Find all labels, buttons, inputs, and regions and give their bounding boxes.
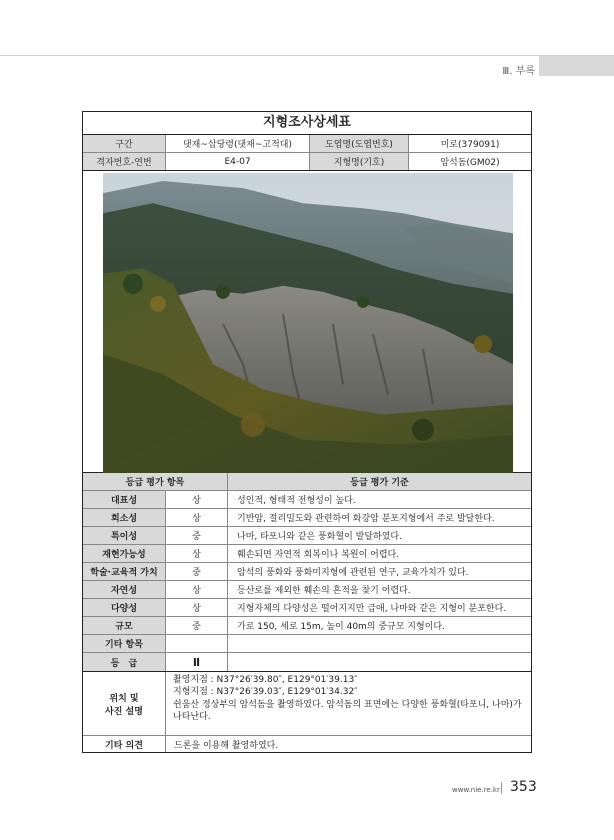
- grade-row: [83, 581, 531, 599]
- grade-criteria-header: 등급 평가 기준: [227, 473, 531, 490]
- other-item-label: 기타 항목: [83, 635, 165, 652]
- grade-item-name: 대표성: [83, 491, 165, 508]
- photo-description: 쉰움산 정상부의 암석돔을 촬영하였다. 암석돔의 표면에는 다양한 풍화혈(타포니, 나마)가: [173, 699, 522, 710]
- grade-item-name: 규모: [83, 617, 165, 634]
- grade-item-grade: 중: [165, 527, 227, 544]
- grade-header-row: [83, 473, 531, 491]
- sheet-title: 지형조사상세표: [83, 112, 531, 135]
- grade-item-desc: 암석의 풍화와 풍화미지형에 관련된 연구, 교육가치가 있다.: [227, 563, 531, 580]
- label-map-sheet: 도엽명(도엽번호): [309, 135, 408, 152]
- remarks-label: 기타 의견: [105, 740, 143, 751]
- grade-item-grade: 중: [165, 563, 227, 580]
- location-row: [83, 672, 531, 736]
- overall-grade-value: Ⅱ: [165, 653, 227, 671]
- overall-grade-label: 등 급: [83, 653, 165, 671]
- landform-photo: [103, 173, 513, 475]
- grade-item-name: 학술·교육적 가치: [83, 563, 165, 580]
- grade-item-grade: 상: [165, 509, 227, 526]
- grade-item-name: 희소성: [83, 509, 165, 526]
- grade-item-name: 자연성: [83, 581, 165, 598]
- value-map-sheet: 미로(379091): [408, 135, 531, 152]
- grade-item-name: 다양성: [83, 599, 165, 616]
- value-section: 댓재~삽당령(댓재~고적대): [165, 135, 309, 152]
- grade-item-desc: 등산로를 제외한 훼손의 흔적을 찾기 어렵다.: [227, 581, 531, 598]
- page-number: 353: [510, 779, 537, 795]
- grade-item-name: 특이성: [83, 527, 165, 544]
- label-grid-number: 격자번호-연번: [83, 153, 165, 170]
- remarks-row: [83, 736, 531, 752]
- footer-url: www.nie.re.kr: [452, 786, 500, 794]
- other-item-desc: [227, 635, 531, 652]
- grade-item-desc: 가로 150, 세로 15m, 높이 40m의 중규모 지형이다.: [227, 617, 531, 634]
- grade-item-grade: 상: [165, 599, 227, 616]
- grade-item-desc: 훼손되면 자연적 회복이나 복원이 어렵다.: [227, 545, 531, 562]
- grade-item-grade: 중: [165, 617, 227, 634]
- location-label-line2: 사진 설명: [105, 706, 143, 717]
- overall-grade-desc: [227, 653, 531, 671]
- grade-row: [83, 491, 531, 509]
- label-landform-name: 지형명(기호): [309, 153, 408, 170]
- grade-row: [83, 617, 531, 635]
- landform-coordinates: 지형지점 : N37°26′39.03″, E129°01′34.32″: [173, 687, 358, 698]
- photo-area: [83, 171, 531, 473]
- footer-separator: [501, 782, 502, 794]
- chapter-tab: [539, 56, 614, 76]
- value-landform-name: 암석돔(GM02): [408, 153, 531, 170]
- grade-item-grade: 상: [165, 491, 227, 508]
- grade-item-desc: 기반암, 절리밀도와 관련하여 화강암 분포지형에서 주로 발달한다.: [227, 509, 531, 526]
- grade-row: [83, 509, 531, 527]
- location-label: [83, 672, 165, 735]
- chapter-label: Ⅲ. 부록: [502, 66, 535, 77]
- info-row-2: [83, 153, 531, 171]
- grade-item-grade: 상: [165, 545, 227, 562]
- overall-grade-row: [83, 653, 531, 672]
- grade-row: [83, 599, 531, 617]
- value-grid-number: E4-07: [165, 153, 309, 170]
- info-row-1: [83, 135, 531, 153]
- other-item-row: [83, 635, 531, 653]
- survey-sheet: [82, 111, 532, 753]
- header-rule: [0, 55, 614, 56]
- grade-row: [83, 527, 531, 545]
- shot-coordinates: 촬영지점 : N37°26′39.80″, E129°01′39.13″: [173, 675, 358, 685]
- grade-item-grade: 상: [165, 581, 227, 598]
- remarks-text: 드론을 이용해 촬영하였다.: [165, 736, 531, 752]
- grade-row: [83, 563, 531, 581]
- location-text: [173, 674, 528, 724]
- grade-item-header: 등급 평가 항목: [83, 473, 227, 490]
- grade-item-desc: 나마, 타포니와 같은 풍화혈이 발달하였다.: [227, 527, 531, 544]
- label-section: 구간: [83, 135, 165, 152]
- grade-row: [83, 545, 531, 563]
- photo-description-cont: 나타난다.: [173, 712, 211, 723]
- grade-item-desc: 성인적, 형태적 전형성이 높다.: [227, 491, 531, 508]
- location-label-line1: 위치 및: [109, 693, 139, 704]
- grade-item-desc: 지형자체의 다양성은 떨어지지만 급애, 나마와 같은 지형이 분포한다.: [227, 599, 531, 616]
- other-item-grade: [165, 635, 227, 652]
- grade-item-name: 재현가능성: [83, 545, 165, 562]
